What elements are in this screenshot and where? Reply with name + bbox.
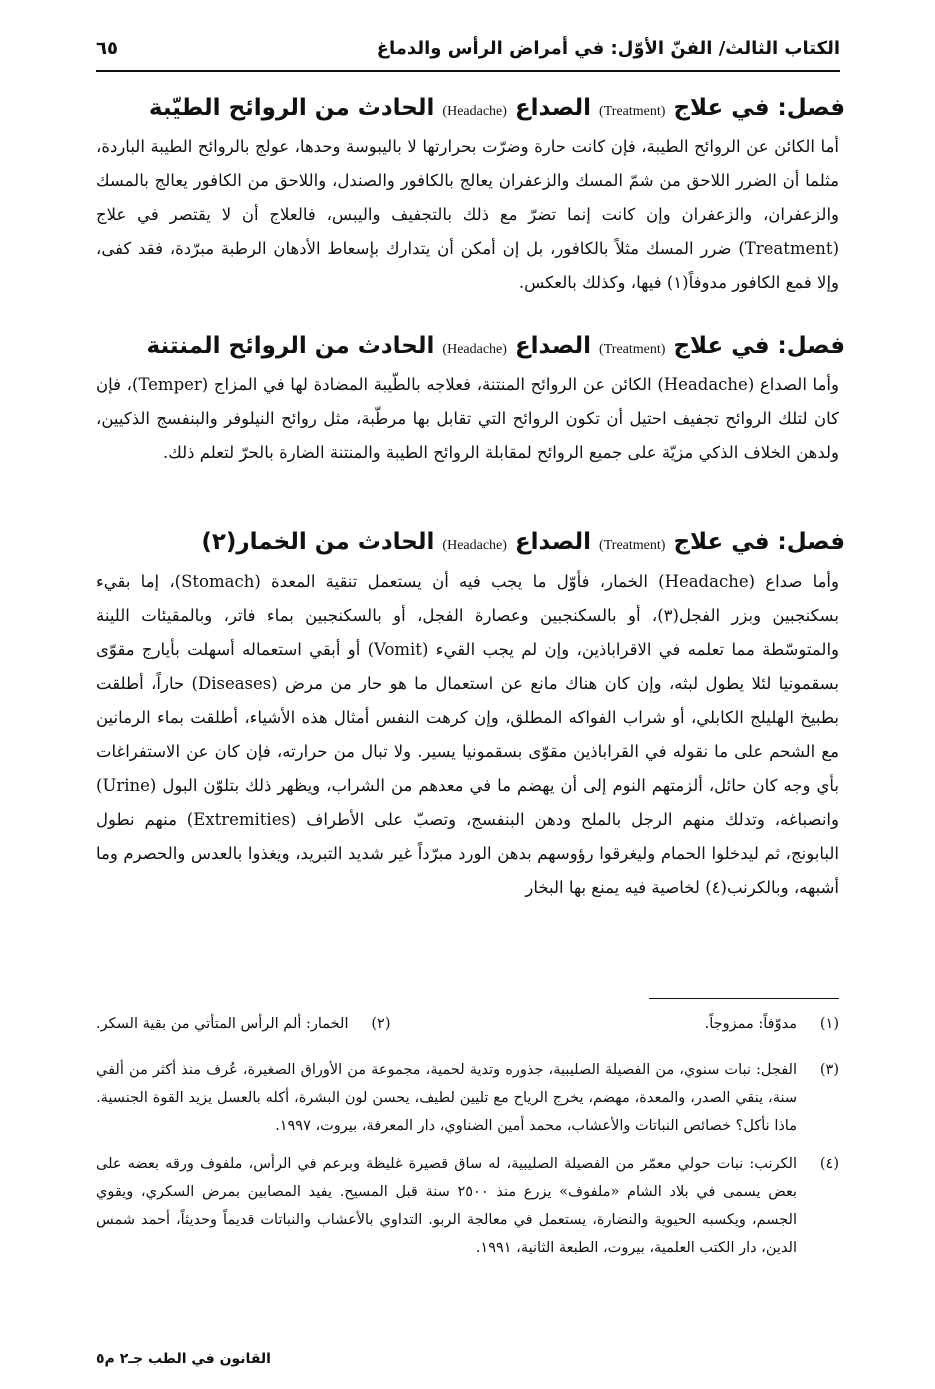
heading-english: (Treatment) [599, 538, 666, 553]
section-heading-2 [96, 330, 845, 366]
heading-text: الحادث من الخمار(٢) [201, 529, 435, 555]
heading-text: فصل: في علاج [673, 95, 845, 121]
heading-text: الصداع [514, 529, 592, 555]
footnotes [96, 1010, 839, 1272]
footnote-rule [649, 998, 839, 999]
page-number: ٦٥ [96, 37, 118, 59]
heading-english: (Headache) [442, 342, 507, 357]
heading-text: فصل: في علاج [673, 529, 845, 555]
section-heading-3 [96, 526, 845, 562]
section-paragraph-2: وأما الصداع (Headache) الكائن عن الروائح المنتنة، فعلاجه بالطّيبة المضادة لها في المزاج (Temper)، فإن كان لتلك الروائح تجفيف احتيل أن تكون الروائح التي تقابل بها مرطّبة، مثل روائح النيلوفر والبنفسج الذكيين، ولدهن الخلاف الذكي مزيّة على جميع الروائح لمقابلة الروائح الطيبة والمنتنة الضارة بالحرّ لتعلم ذلك. [96, 375, 839, 462]
section-paragraph-1: أما الكائن عن الروائح الطيبة، فإن كانت حارة وضرّت بحرارتها لا باليبوسة وحدها، عولج بالروائح الطيبة الباردة، مثلما أن الضرر اللاحق من شمّ المسك والزعفران يعالج بالكافور والصندل، واللاحق من الكافور يعالج بالمسك والزعفران، والزعفران وإن كانت إنما تضرّ مع ذلك بالتجفيف واليبس، فالعلاج أن لا يقتصر في علاج (Treatment) ضرر المسك مثلاً بالكافور، بل إن أمكن أن يتدارك بإسعاط الأدهان الرطبة مبرّدة، فقد كفى، وإلا فمع الكافور مدوفاً(١) فيها، وكذلك بالعكس. [96, 137, 839, 292]
heading-text: الحادث من الروائح الطيّبة [148, 95, 435, 121]
footnote-row [96, 1010, 839, 1048]
footnote-text: الخمار: ألم الرأس المتأتي من بقية السكر. [96, 1016, 349, 1032]
heading-english: (Treatment) [599, 104, 666, 119]
footnote-number: (٤) [819, 1156, 839, 1172]
heading-text: الصداع [514, 333, 592, 359]
heading-english: (Treatment) [599, 342, 666, 357]
heading-text: الصداع [514, 95, 592, 121]
heading-text: الحادث من الروائح المنتنة [146, 333, 435, 359]
footnote-4 [96, 1150, 839, 1262]
header-rule [96, 70, 840, 72]
section-heading-1 [96, 92, 845, 128]
heading-english: (Headache) [442, 538, 507, 553]
running-header [96, 30, 840, 66]
running-title: الكتاب الثالث/ الفنّ الأوّل: في أمراض الرأس والدماغ [376, 37, 840, 59]
footnote-number: (٢) [371, 1016, 391, 1032]
footnote-text: الكرنب: نبات حولي معمّر من الفصيلة الصليبية، له ساق قصيرة غليظة وبرعم في الرأس، ملفوف ورقه بعضه على بعض يسمى في بلاد الشام «ملفوف» يزرع منذ ٢٥٠٠ سنة قبل المسيح. يفيد المصابين بمرض السكري، ويقوي الجسم، ويكسبه الحيوية والنضارة، يستعمل في معالجة الربو. التداوي بالأعشاب والنباتات قديماً وحديثاً، أحمد شمس الدين، دار الكتب العلمية، بيروت، الطبعة الثانية، ١٩٩١. [96, 1156, 797, 1256]
footnote-number: (١) [819, 1016, 839, 1032]
footnote-text: الفجل: نبات سنوي، من الفصيلة الصليبية، جذوره وتدية لحمية، مجموعة من الأوراق الصغيرة، عُرف منذ أكثر من ألفي سنة، ينقي الصدر، والمعدة، مهضم، يخرج الرياح مع تليين لطيف، يحسن لون البشرة، أكله بالعسل يزيد القوة الجنسية. ماذا نأكل؟ خصائص النباتات والأعشاب، محمد أمين الضناوي، دار المعرفة، بيروت، ١٩٩٧. [96, 1062, 797, 1134]
footnote-1 [705, 1010, 839, 1038]
footnote-3 [96, 1056, 839, 1140]
heading-text: فصل: في علاج [673, 333, 845, 359]
footnote-2 [96, 1010, 391, 1038]
footnote-number: (٣) [819, 1062, 839, 1078]
footnote-text: مدوّفاً: ممزوجاً. [704, 1016, 797, 1032]
section-paragraph-3: وأما صداع (Headache) الخمار، فأوّل ما يجب فيه أن يستعمل تنقية المعدة (Stomach)، إما بقيء بسكنجبين وبزر الفجل(٣)، أو بالسكنجبين وعصارة الفجل، أو بالسكنجبين بماء فاتر، وبالمقيئات اللينة والمتوسّطة مما تعلمه في الاقراباذين، وإن لم يجب القيء (Vomit) أو أبقي استعماله أسهلت بأيارج مقوّى بسقمونيا لئلا يطول لبثه، وإن كان هناك مانع عن استعمال ما هو حار من مرض (Diseases) حاراً، أطلقت بطبيخ الهليلج الكابلي، أو شراب الفواكه المطلق، وإن كرهت النفس أمثال هذه الأشياء، أطلقت بماء الرمانين مع الشحم على ما نقوله في القراباذين مقوّى بسقمونيا يسير. ولا تبال من حرارته، فإن كان عن الاستفراغات بأي وجه كان حائل، ألزمتهم النوم إلى أن يهضم ما في معدهم من الشراب، ويظهر ذلك بتلوّن البول (Urine) وانصباغه، وتدلك منهم الرجل بالملح ودهن البنفسج، وتصبّ على الأطراف (Extremities) منهم نطول البابونج، ثم ليدخلوا الحمام وليغرقوا رؤوسهم بدهن الورد مبرّداً غير شديد التبريد، ويغذوا بالعدس والحصرم وما أشبهه، وبالكرنب(٤) لخاصية فيه يمنع بها البخار [96, 572, 839, 897]
heading-english: (Headache) [442, 104, 507, 119]
signature-mark: القانون في الطب جـ٢ م٥ [96, 1351, 271, 1367]
